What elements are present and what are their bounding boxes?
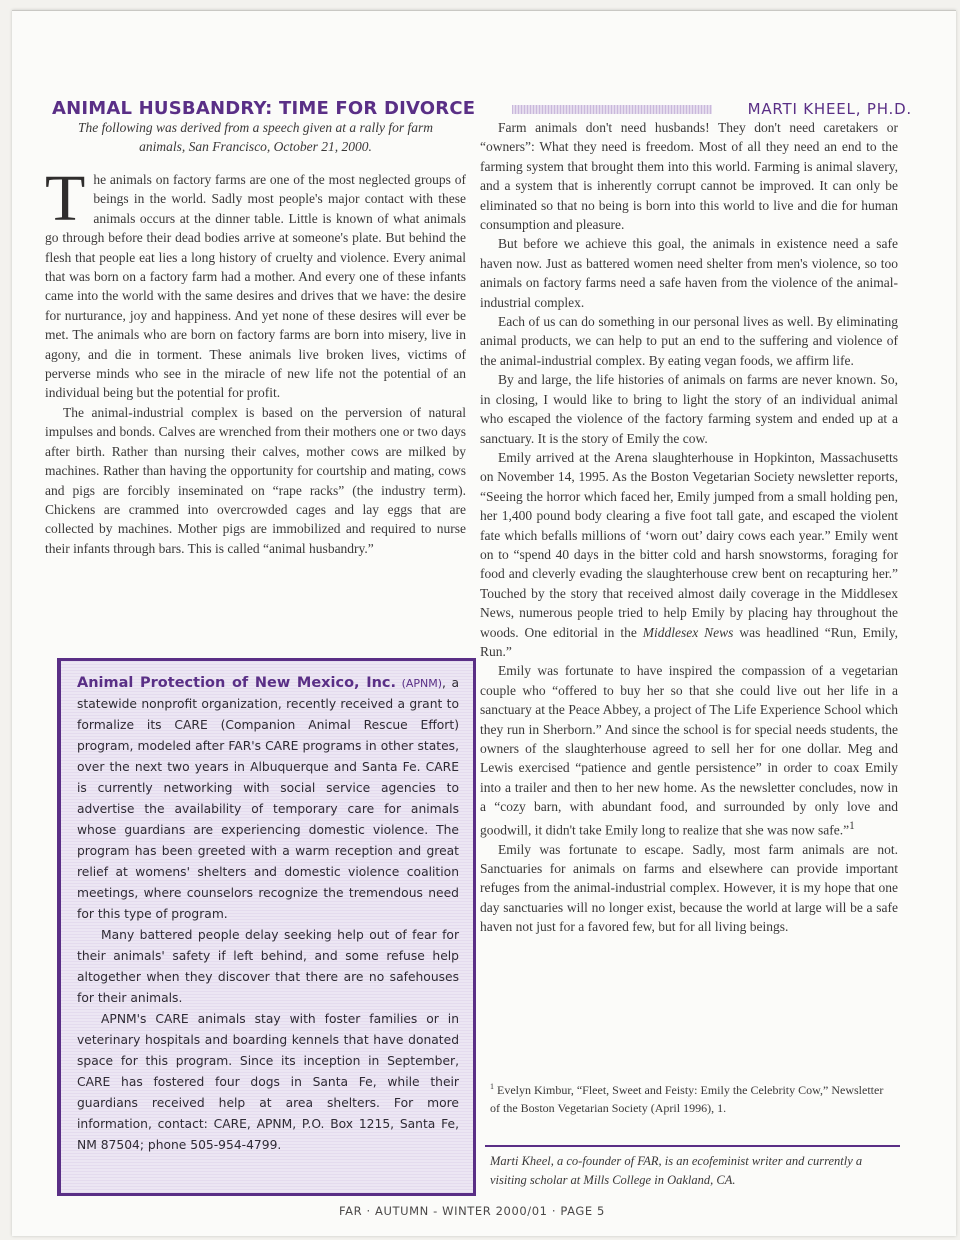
left-column — [45, 118, 466, 558]
page-footer: FAR · AUTUMN - WINTER 2000/01 · PAGE 5 — [339, 1204, 605, 1218]
paragraph: By and large, the life histories of animals on farms are never known. So, in closing, I would like to bring to light the story of an individual animal who escaped the violence of the factory farming system and ended up at a sanctuary. It is the story of Emily the cow. — [480, 372, 898, 446]
top-rule — [12, 10, 956, 11]
footnote-ref: 1 — [849, 819, 855, 832]
paragraph-text: Emily was fortunate to have inspired the compassion of a vegetarian couple who “offered to buy her so that she could live out her life in a sanctuary at the Peace Abbey, a project of The Life Experience School which they run in Sherborn.” And since the school is for special needs students, the owners of the slaughterhouse agreed to sell her for one dollar. Meg and Lewis exercised “patience and gentle persistence” in order to coax Emily into a trailer and then to her new home. As the newsletter concludes, now in a “cozy barn, with abundant food, and surrounded by only love and goodwill, it didn't take Emily long to realize that she was now safe.” — [480, 663, 898, 838]
footnote-text: Evelyn Kimbur, “Fleet, Sweet and Feisty: Emily the Celebrity Cow,” Newsletter of the Boston Vegetarian Society (April 1996), 1. — [490, 1083, 884, 1115]
apnm-sidebar-box — [57, 658, 476, 1196]
paragraph-text: he animals on factory farms are one of the most neglected groups of beings in the world. Sadly most people's major contact with these animals occurs at the dinner table. Little is known of what animals go through before their dead bodies arrive at someone's plate. But behind the flesh that people eat lies a long history of cruelty and violence. Every animal that was born on a factory farm had a mother. And every one of these infants came into the world with the same desires and drives that we have: the desire for nurturance, joy and happiness. And yet none of these desires will ever be met. The animals who are born on factory farms are born into misery, live in agony, and die in torment. These animals live broken lives, victims of perverse minds who see in the miracle of new life not the potential of an individual being but the potential for profit. — [45, 172, 466, 401]
sidebar-org-abbr: (APNM) — [401, 677, 443, 690]
article-title: ANIMAL HUSBANDRY: TIME FOR DIVORCE — [52, 98, 481, 119]
sidebar-org-name: Animal Protection of New Mexico, Inc. — [77, 675, 397, 691]
paragraph: The animal-industrial complex is based on the perversion of natural impulses and bonds. Calves are wrenched from their mothers one or two days after birth. Rather than nursing their calves, mother cows are milked by machines. Rather than having the opportunity for courtship and mating, cows and pigs are forcibly inseminated on “rape racks” (the industry term). Chickens are crammed into overcrowded cages and lay eggs that are collected by machines. Mother pigs are immobilized and required to nurse their infants through bars. This is called “animal husbandry.” — [45, 404, 466, 556]
sidebar-paragraph: Many battered people delay seeking help out of fear for their animals' safety if left behind, and some refuse help altogether when they discover that there are no safehouses for their animals. — [77, 928, 459, 1005]
paragraph — [480, 661, 898, 839]
right-column — [480, 118, 898, 937]
paragraph-text: was headlined “Run, Emily, Run.” — [480, 624, 899, 659]
sidebar-paragraph — [77, 673, 459, 925]
paragraph-text: Emily arrived at the Arena slaughterhouse in Hopkinton, Massachusetts on November 14, 1995. As the Boston Vegetarian Society newsletter reports, “Seeing the horror which faced her, Emily jumped from a small holding pen, her 1,400 pound body clearing a five foot tall gate, and escaped the violent fate which befalls millions of ‘worn out’ dairy cows each year.” Emily went on to “spend 40 days in the bitter cold and harsh snowstorms, foraging for food and cleverly evading the slaughterhouse crew bent on recapturing her.” Touched by the story that received almost daily coverage in the Middlesex News, numerous people tried to help Emily by placing hay throughout the woods. One editorial in the — [480, 449, 898, 640]
paragraph: Farm animals don't need husbands! They don't need caretakers or “owners”: What they need is freedom. Most of all they need an end to the farming system that brought them into this world. Farming is animal slavery, and a system that is inherently corrupt cannot be improved. It can only be eliminated so that no being is born into this world to live and die for human consumption and pleasure. — [480, 120, 898, 233]
paragraph: Emily was fortunate to escape. Sadly, most farm animals are not. Sanctuaries for animals on farms and elsewhere can provide important refuges from the animal-industrial complex. However, it is my hope that one day sanctuaries will no longer exist, because the world at large will be a safe haven not just for a favored few, but for all living beings. — [480, 841, 898, 935]
author-bio: Marti Kheel, a co-founder of FAR, is an ecofeminist writer and currently a visiting scholar at Mills College in Oakland, CA. — [490, 1154, 863, 1187]
article-header — [52, 98, 912, 118]
footnote-mark: 1 — [490, 1082, 494, 1091]
paragraph — [45, 162, 466, 403]
sidebar-text: , a statewide nonprofit organization, recently received a grant to formalize its CARE (Companion Animal Rescue Effort) program, modeled after FAR's CARE programs in other states, over the next two years in Albuquerque and Santa Fe. CARE is currently networking with social service agencies to advertise the availability of temporary care for animals whose guardians are experiencing domestic violence. The program has been greeted with a warm reception and great relief at womens' shelters and domestic violence coalition meetings, where counselors recognize the tremendous need for this type of program. — [77, 676, 459, 921]
paragraph: Each of us can do something in our personal lives as well. By eliminating animal products, we can help to put an end to the suffering and violence of the animal-industrial complex. By eating vegan foods, we affirm life. — [480, 314, 898, 368]
paragraph — [480, 448, 898, 661]
intro-note: The following was derived from a speech given at a rally for farm animals, San Francisco, October 21, 2000. — [78, 120, 433, 154]
sidebar-paragraph: APNM's CARE animals stay with foster families or in veterinary hospitals and boarding kennels that have donated space for this program. Since its inception in September, CARE has fostered four dogs in Santa Fe, while their guardians received help at area shelters. For more information, contact: CARE, APNM, P.O. Box 1215, Santa Fe, NM 87504; phone 505-954-4799. — [77, 1012, 459, 1152]
newspaper-title: Middlesex News — [642, 624, 734, 640]
drop-cap: T — [45, 162, 86, 235]
paragraph: But before we achieve this goal, the animals in existence need a safe haven now. Just as battered women need shelter from men's violence, so too animals on factory farms need a safe haven from the violence of the animal-industrial complex. — [480, 236, 898, 310]
header-bar — [512, 105, 712, 114]
article-author: MARTI KHEEL, PH.D. — [742, 100, 912, 118]
bio-divider — [485, 1145, 900, 1147]
footnote — [490, 1078, 895, 1117]
